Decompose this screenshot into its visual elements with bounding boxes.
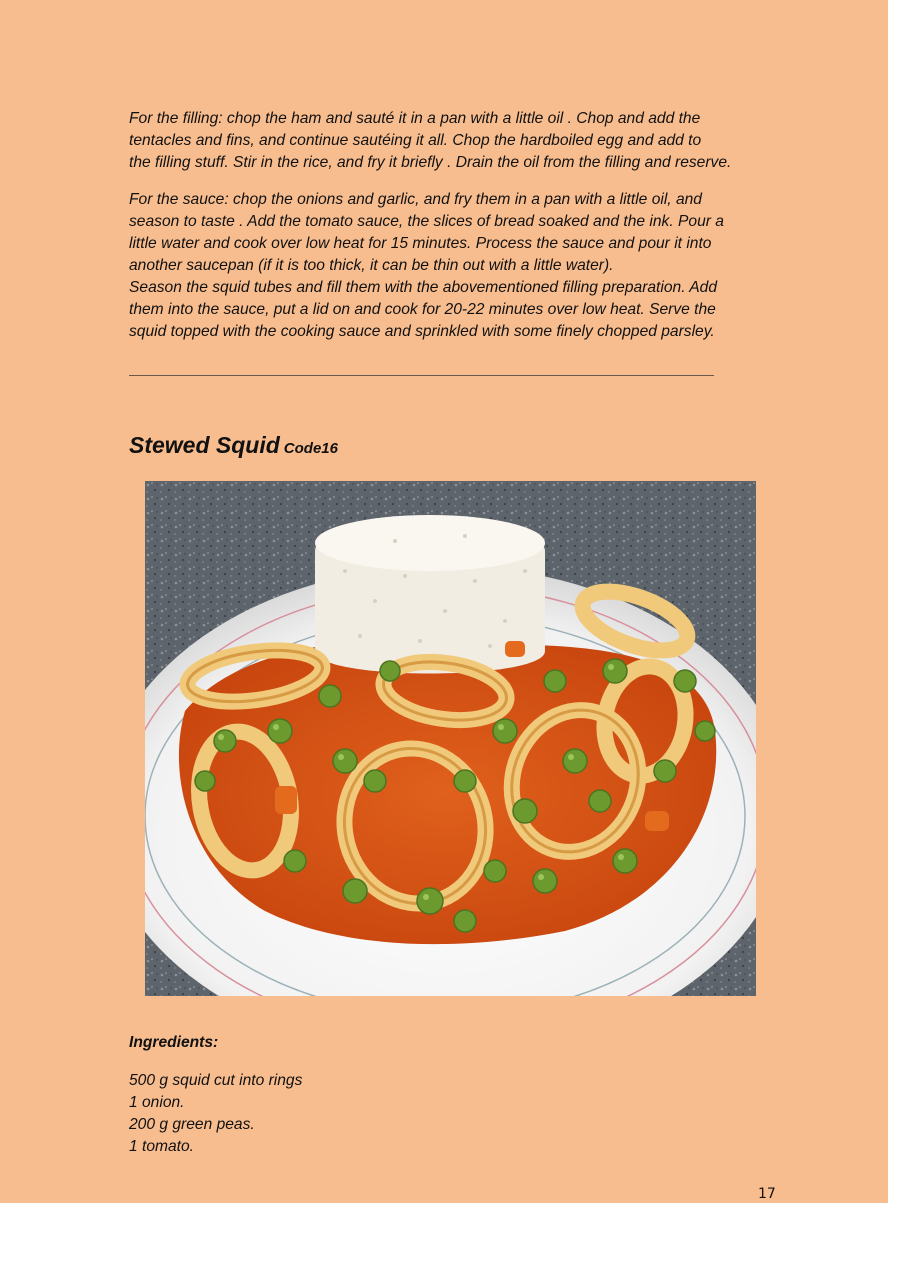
text-line: Season the squid tubes and fill them with the abovementioned filling preparation. Add (129, 279, 718, 296)
recipe-photo (145, 481, 756, 996)
text-line: the filling stuff. Stir in the rice, and fry it briefly . Drain the oil from the filling and reserve. (129, 154, 732, 171)
page-number: 17 (758, 1186, 776, 1202)
recipe-title (129, 432, 338, 459)
list-item: 1 tomato. (129, 1138, 195, 1155)
text-line: another saucepan (if it is too thick, it can be thin out with a little water). (129, 257, 614, 274)
text-line: squid topped with the cooking sauce and sprinkled with some finely chopped parsley. (129, 323, 715, 340)
text-line: tentacles and fins, and continue sautéing it all. Chop the hardboiled egg and add to (129, 132, 702, 149)
text-line: little water and cook over low heat for 15 minutes. Process the sauce and pour it into (129, 235, 712, 252)
text-line: them into the sauce, put a lid on and cook for 20-22 minutes over low heat. Serve the (129, 301, 716, 318)
sauce-instructions (129, 189, 789, 343)
ingredients-list (129, 1070, 302, 1158)
list-item: 1 onion. (129, 1094, 185, 1111)
list-item: 200 g green peas. (129, 1116, 255, 1133)
text-line: For the filling: chop the ham and sauté it in a pan with a little oil . Chop and add the (129, 110, 701, 127)
text-line: season to taste . Add the tomato sauce, the slices of bread soaked and the ink. Pour a (129, 213, 724, 230)
text-line: For the sauce: chop the onions and garlic, and fry them in a pan with a little oil, and (129, 191, 702, 208)
stewed-squid-photo (145, 481, 756, 996)
recipe-name: Stewed Squid (129, 432, 280, 458)
ingredients-heading: Ingredients: (129, 1034, 219, 1051)
list-item: 500 g squid cut into rings (129, 1072, 303, 1089)
recipe-code: Code16 (283, 440, 338, 457)
section-divider (129, 375, 714, 376)
filling-instructions (129, 108, 789, 174)
